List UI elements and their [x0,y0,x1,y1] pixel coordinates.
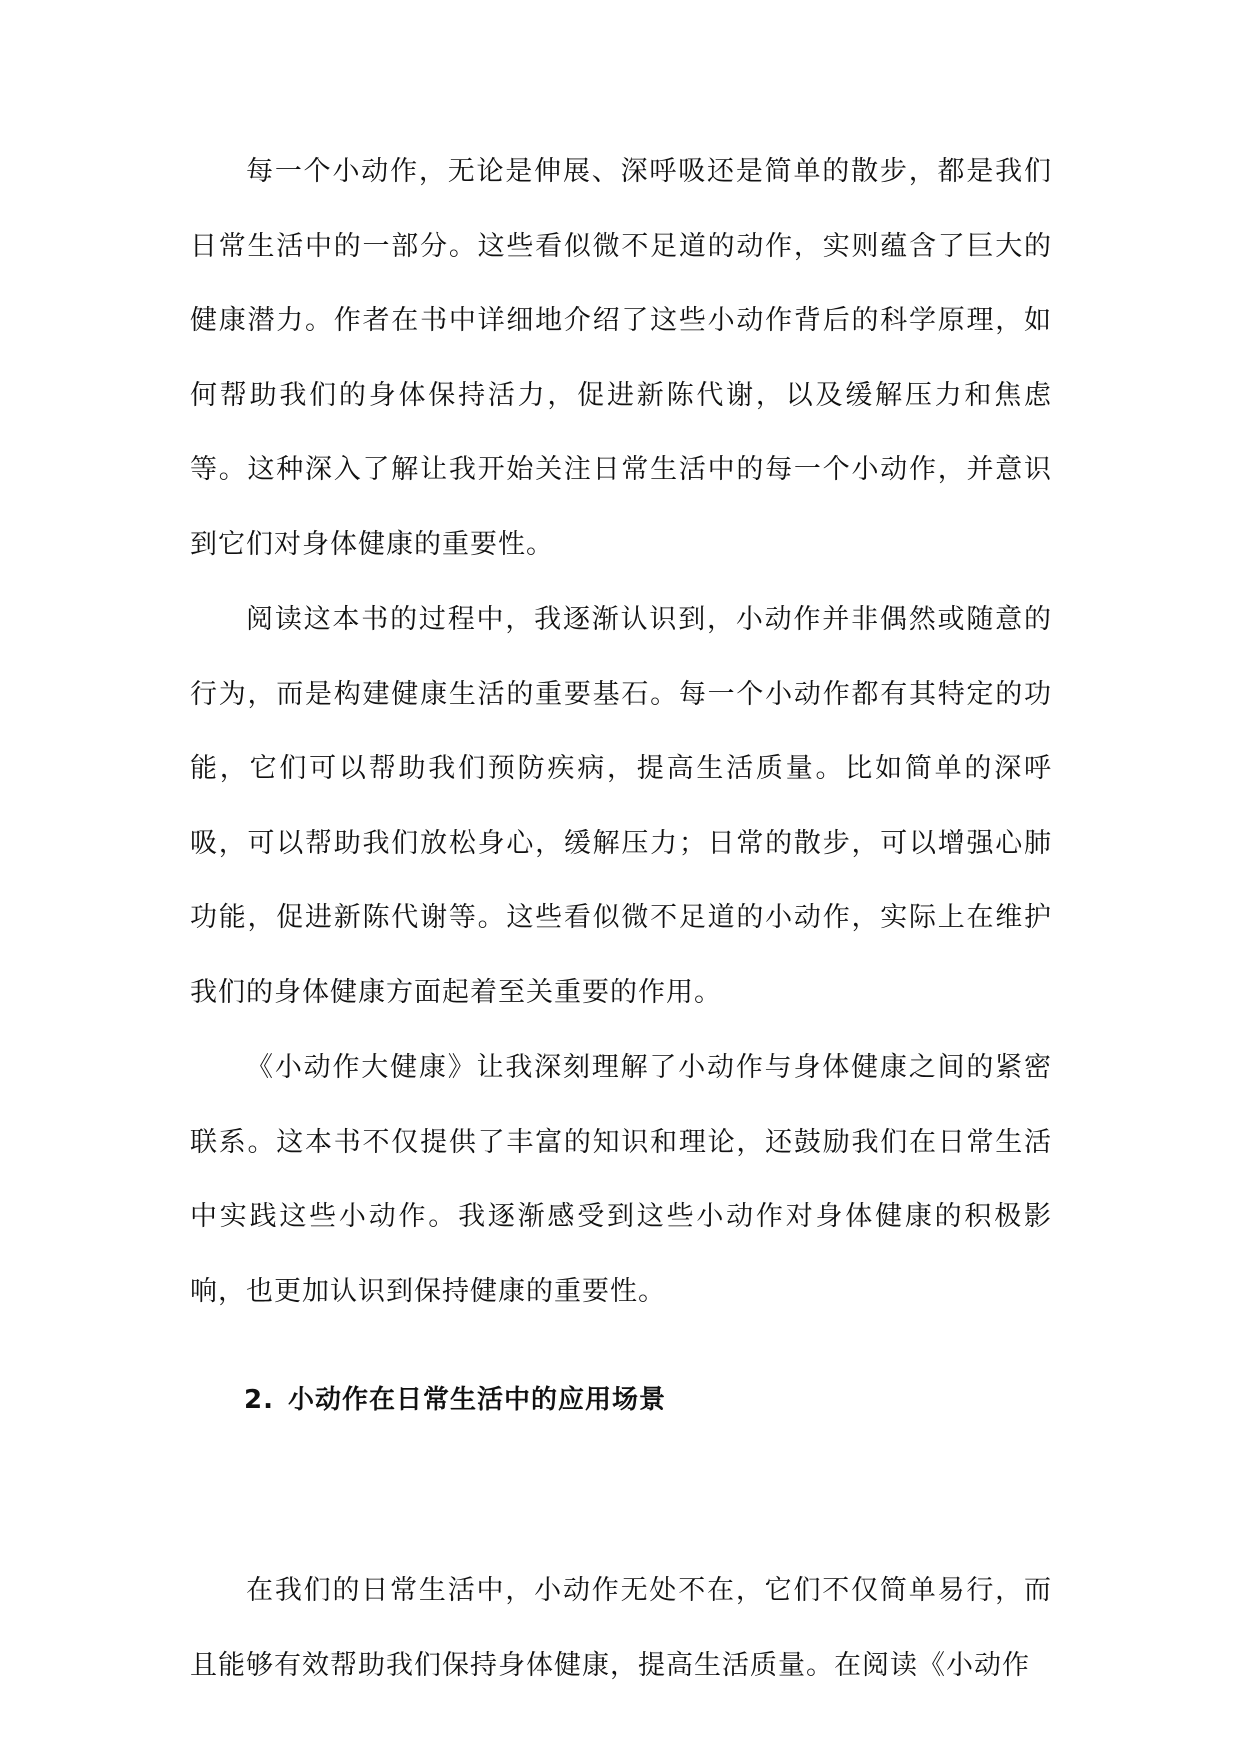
section-title: 小动作在日常生活中的应用场景 [288,1385,667,1415]
section-heading [244,1374,666,1426]
body-paragraph: 《小动作大健康》让我深刻理解了小动作与身体健康之间的紧密联系。这本书不仅提供了丰富的知识和理论，还鼓励我们在日常生活中实践这些小动作。我逐渐感受到这些小动作对身体健康的积极影响，也更加认识到保持健康的重要性。 [190,1052,1052,1307]
body-paragraph: 每一个小动作，无论是伸展、深呼吸还是简单的散步，都是我们日常生活中的一部分。这些看似微不足道的动作，实则蕴含了巨大的健康潜力。作者在书中详细地介绍了这些小动作背后的科学原理，如何帮助我们的身体保持活力，促进新陈代谢，以及缓解压力和焦虑等。这种深入了解让我开始关注日常生活中的每一个小动作，并意识到它们对身体健康的重要性。 [190,156,1052,560]
section-number: 2. [244,1385,274,1415]
body-paragraph: 阅读这本书的过程中，我逐渐认识到，小动作并非偶然或随意的行为，而是构建健康生活的重要基石。每一个小动作都有其特定的功能，它们可以帮助我们预防疾病，提高生活质量。比如简单的深呼吸，可以帮助我们放松身心，缓解压力；日常的散步，可以增强心肺功能，促进新陈代谢等。这些看似微不足道的小动作，实际上在维护我们的身体健康方面起着至关重要的作用。 [190,604,1052,1008]
body-paragraph: 在我们的日常生活中，小动作无处不在，它们不仅简单易行，而且能够有效帮助我们保持身体健康，提高生活质量。在阅读《小动作 [190,1575,1052,1681]
